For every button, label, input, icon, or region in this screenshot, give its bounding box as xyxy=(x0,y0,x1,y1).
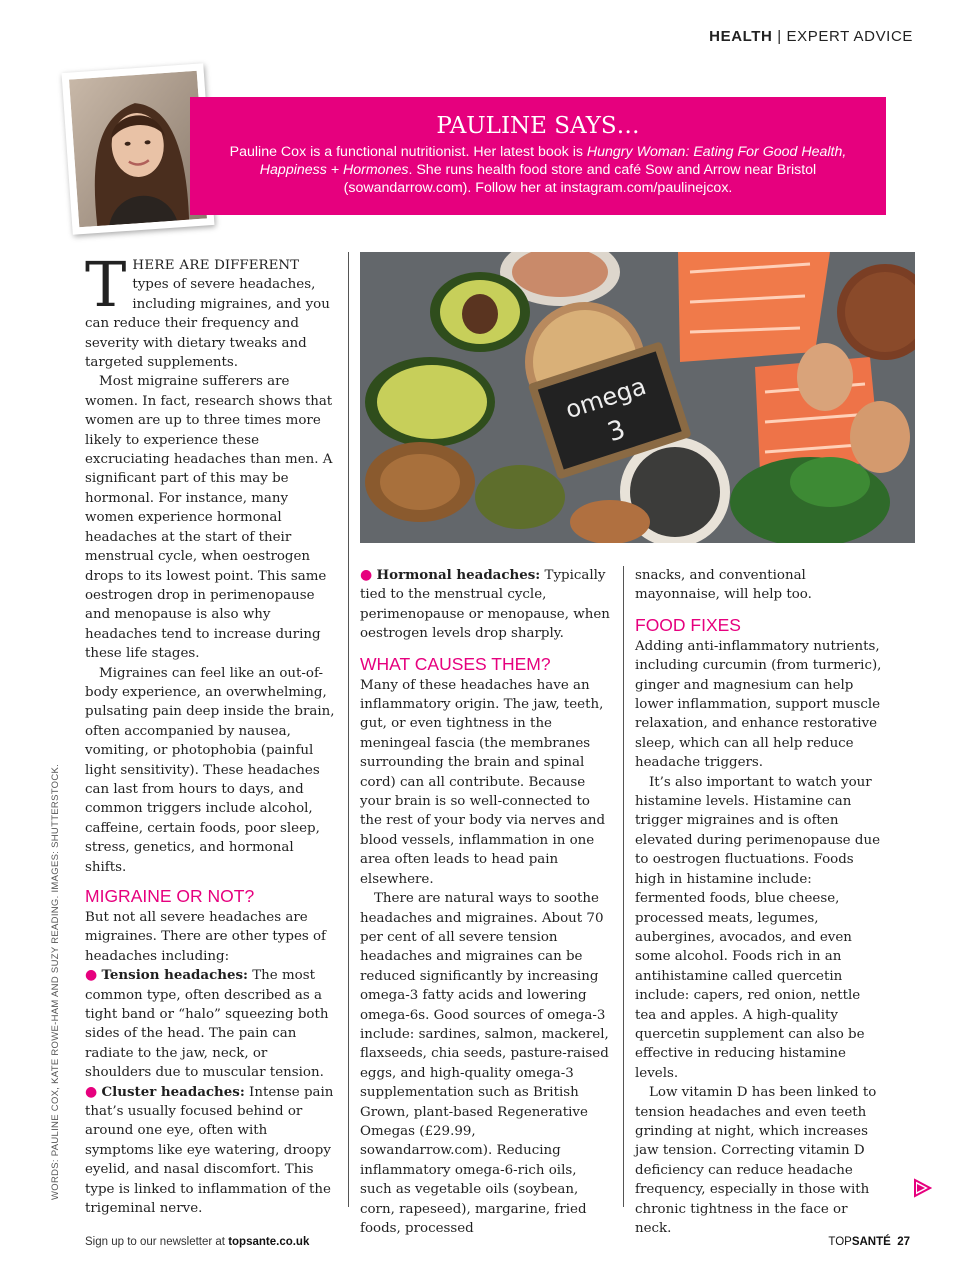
body-paragraph: Migraines can feel like an out-of-body experience, an overwhelming, pulsating pain deep inside the brain, often accompanied by nausea, vomiting, or photophobia (painful light sensitivity). These headaches can last from hours to days, and common triggers include alcohol, caffeine, certain foods, poor sleep, stress, genetics, and hormonal shifts. xyxy=(85,665,335,875)
body-paragraph: snacks, and conventional mayonnaise, will help too. xyxy=(635,568,812,603)
page-footer xyxy=(828,1236,910,1248)
column-3 xyxy=(635,566,883,1238)
body-paragraph: Adding anti-inflammatory nutrients, including curcumin (from turmeric), ginger and magnesium can help lower inflammation, support muscle relaxation, and enhance restorative sleep, which can all help reduce headache triggers. xyxy=(635,638,882,771)
bullet-label: Hormonal headaches: xyxy=(376,567,541,583)
newsletter-link[interactable]: topsante.co.uk xyxy=(228,1236,310,1248)
body-paragraph: It’s also important to watch your histamine levels. Histamine can trigger migraines and is often elevated during perimenopause due to oestrogen fluctuations. Foods high in histamine include: fermented foods, blue cheese, processed meats, legumes, aubergines, avocados, and even some alcohol. Foods rich in an antihistamine called quercetin include: capers, red onion, nettle tea and apples. A high-quality quercetin supplement can also be effective in reducing histamine levels. xyxy=(635,774,880,1081)
bullet-text: The most common type, often described as a tight band or “halo” squeezing both sides of the head. The pain can radiate to the jaw, neck, or shoulders due to muscular tension. xyxy=(85,968,329,1081)
bullet-tension xyxy=(85,966,337,1082)
bullet-text: Typically tied to the menstrual cycle, perimenopause or menopause, when oestrogen levels drop sharply. xyxy=(360,568,610,642)
bullet-icon: ● xyxy=(85,1083,98,1100)
body-paragraph: Low vitamin D has been linked to tension headaches and even teeth grinding at night, which increases jaw tension. Correcting vitamin D deficiency can reduce headache frequency, especially in those with chronic tightness in the face or neck. xyxy=(635,1085,877,1236)
column-2 xyxy=(360,566,612,1238)
bullet-text: Intense pain that’s usually focused behind or around one eye, often with symptoms like eye watering, droopy eyelid, and nasal discomfort. This type is linked to inflammation of the trigeminal nerve. xyxy=(85,1084,334,1217)
section-label: HEALTH xyxy=(709,28,773,45)
chalkboard-omega: omega xyxy=(562,371,650,425)
omega-3-food-image xyxy=(360,252,915,543)
chalkboard-3: 3 xyxy=(604,414,630,449)
bio-text xyxy=(220,143,856,197)
subheading-food-fixes: FOOD FIXES xyxy=(635,614,741,635)
column-1 xyxy=(85,248,337,1219)
drop-cap: T xyxy=(85,248,127,321)
bullet-label: Tension headaches: xyxy=(101,967,248,984)
body-paragraph: Many of these headaches have an inflammatory origin. The jaw, teeth, gut, or even tightness in the meningeal fascia (the membranes surrounding the brain and spinal cord) can all contribute. Because your brain is so well-connected to the rest of your body via nerves and blood vessels, inflammation in one area often leads to head pain elsewhere. xyxy=(360,677,606,887)
newsletter-text: Sign up to our newsletter at xyxy=(85,1236,229,1248)
book-title: Hungry Woman: Eating For Good Health, Happiness + Hormones xyxy=(259,144,847,178)
bullet-hormonal xyxy=(360,566,612,644)
subheading-migraine: MIGRAINE OR NOT? xyxy=(85,886,255,906)
portrait-image xyxy=(69,71,207,228)
brand-sante: SANTÉ xyxy=(851,1236,891,1248)
end-arrow-icon xyxy=(912,1178,932,1198)
intro-text: DIFFERENT types of severe headaches, including migraines, and you can reduce their frequency and severity with dietary tweaks and targeted supplements. xyxy=(85,258,330,371)
page-number: 27 xyxy=(897,1236,910,1248)
brand-top: TOP xyxy=(828,1236,852,1248)
bio-text-b: . She runs health food store and café Sow and Arrow near Bristol (sowandarrow.com). Follow her at instagram.com/paulinejcox. xyxy=(343,162,817,196)
bullet-cluster xyxy=(85,1083,337,1219)
column-divider xyxy=(623,566,624,1207)
photo-credits: WORDS: PAULINE COX, KATE ROWE-HAM AND SUZY READING. IMAGES: SHUTTERSTOCK. xyxy=(50,763,61,1200)
body-paragraph: There are natural ways to soothe headaches and migraines. About 70 per cent of all severe tension headaches and migraines can be reduced significantly by increasing omega-3 fatty acids and lowering omega-6s. Good sources of omega-3 include: sardines, salmon, mackerel, flaxseeds, chia seeds, pasture-raised eggs, and high-quality omega-3 supplementation such as British Grown, plant-based Regenerative Omegas (£29.99, sowandarrow.com). Reducing inflammatory omega-6-rich oils, such as vegetable oils (soybean, corn, rapeseed), margarine, fried foods, processed xyxy=(360,891,609,1236)
subheading-causes: WHAT CAUSES THEM? xyxy=(360,653,551,674)
intro-paragraph xyxy=(85,248,337,372)
bio-title: PAULINE SAYS… xyxy=(436,113,640,139)
bio-box xyxy=(190,97,886,215)
body-paragraph: But not all severe headaches are migraines. There are other types of headaches including: xyxy=(85,910,327,964)
bullet-icon: ● xyxy=(85,967,98,984)
intro-lead: HERE ARE xyxy=(132,258,210,273)
bio-text-a: Pauline Cox is a functional nutritionist. Her latest book is xyxy=(229,144,587,160)
newsletter-footer xyxy=(85,1236,309,1248)
subsection-label: EXPERT ADVICE xyxy=(786,28,913,45)
section-header: HEALTH | EXPERT ADVICE xyxy=(709,28,913,45)
column-divider xyxy=(348,252,349,1207)
body-paragraph: Most migraine sufferers are women. In fact, research shows that women are up to three times more likely to experience these excruciating headaches than men. A significant part of this may be hormonal. For instance, many women experience hormonal headaches at the start of their menstrual cycle, when oestrogen drops to its lowest point. This same oestrogen drop in perimenopause and menopause is also why headaches tend to increase during these life stages. xyxy=(85,374,333,662)
bullet-icon: ● xyxy=(360,567,373,583)
bullet-label: Cluster headaches: xyxy=(101,1083,245,1100)
